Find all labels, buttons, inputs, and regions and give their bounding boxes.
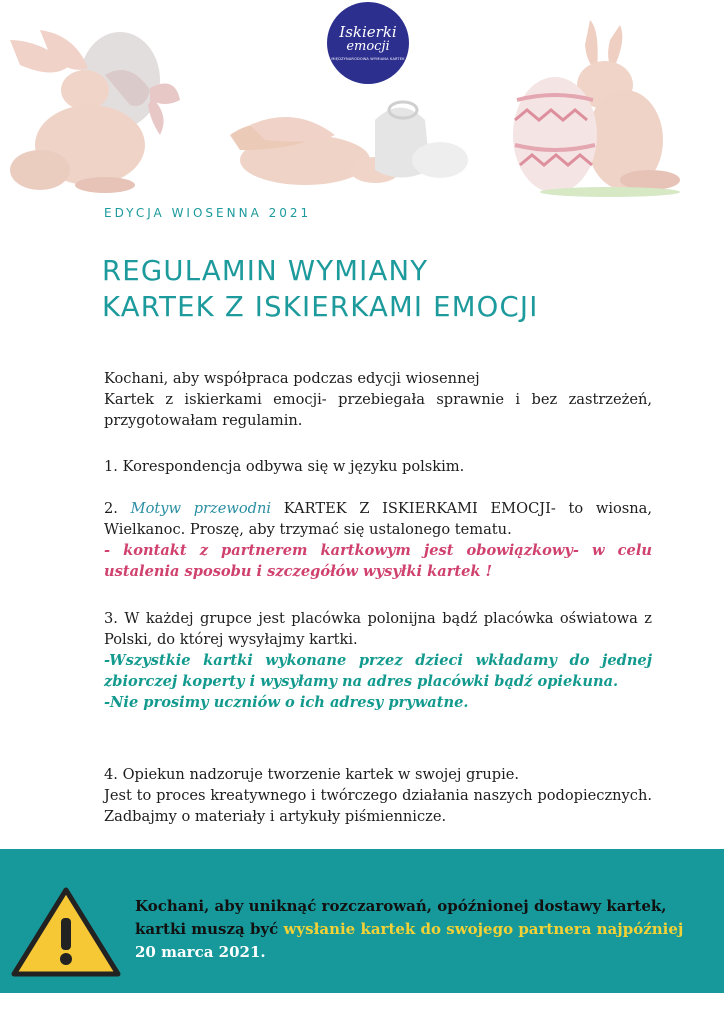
deadline-banner (0, 849, 724, 993)
sleeping-bunny-illustration (225, 90, 475, 190)
rule-1 (104, 456, 652, 477)
banner-text (135, 895, 695, 964)
banner-main-text: Kochani, aby uniknąć rozczarowań, opóźnionej dostawy kartek, kartki muszą być (135, 897, 667, 938)
banner-date: 20 marca 2021. (135, 943, 266, 961)
rule-2-note: - kontakt z partnerem kartkowym jest obowiązkowy- w celu ustalenia sposobu i szczegółów wysyłki kartek ! (104, 542, 652, 580)
title-line-1: REGULAMIN WYMIANY (102, 255, 429, 287)
bunny-with-decorated-egg-illustration (495, 20, 695, 200)
intro-line-2: Kartek z iskierkami emocji- przebiegała sprawnie i bez zastrzeżeń, przygotowałam regulamin. (104, 391, 652, 429)
rule-3-note-1: -Wszystkie kartki wykonane przez dzieci wkładamy do jednej zbiorczej koperty i wysyłamy na adres placówki bądź opiekuna. (104, 652, 652, 690)
intro-line-1: Kochani, aby współpraca podczas edycji wiosennej (104, 370, 480, 387)
logo-tagline: MIĘDZYNARODOWA WYMIANA KARTEK (331, 56, 405, 61)
rule-2-body: KARTEK Z ISKIERKAMI EMOCJI- to wiosna, Wielkanoc. Proszę, aby trzymać się ustalonego tematu. (104, 500, 653, 538)
page-title (102, 253, 539, 325)
logo (327, 2, 409, 84)
rule-4 (104, 764, 652, 827)
rule-3-note-2: -Nie prosimy uczniów o ich adresy prywatne. (104, 694, 469, 711)
warning-triangle-icon (10, 886, 122, 978)
rule-2 (104, 498, 652, 582)
rule-3-text: 3. W każdej grupce jest placówka polonijna bądź placówka oświatowa z Polski, do której wysyłajmy kartki. (104, 610, 652, 648)
banner-highlight: wysłanie kartek do swojego partnera najpóźniej (283, 920, 684, 938)
intro-paragraph (104, 368, 652, 431)
title-line-2: KARTEK Z ISKIERKAMI EMOCJI (102, 291, 539, 323)
rule-3 (104, 608, 652, 713)
bunny-with-egg-illustration (0, 20, 220, 200)
logo-title: Iskierki (339, 22, 397, 41)
rule-4-line-1: 4. Opiekun nadzoruje tworzenie kartek w swojej grupie. (104, 766, 520, 783)
rule-4-line-2: Jest to proces kreatywnego i twórczego działania naszych podopiecznych. Zadbajmy o materiały i artykuły piśmiennicze. (104, 787, 652, 825)
logo-subtitle: emocji (346, 38, 390, 54)
edition-label: EDYCJA WIOSENNA 2021 (104, 206, 312, 220)
rule-2-text (104, 498, 652, 540)
rule-1-text: 1. Korespondencja odbywa się w języku polskim. (104, 458, 465, 475)
rule-2-number: 2. (104, 500, 118, 517)
rule-2-motif: Motyw przewodni (130, 500, 272, 517)
